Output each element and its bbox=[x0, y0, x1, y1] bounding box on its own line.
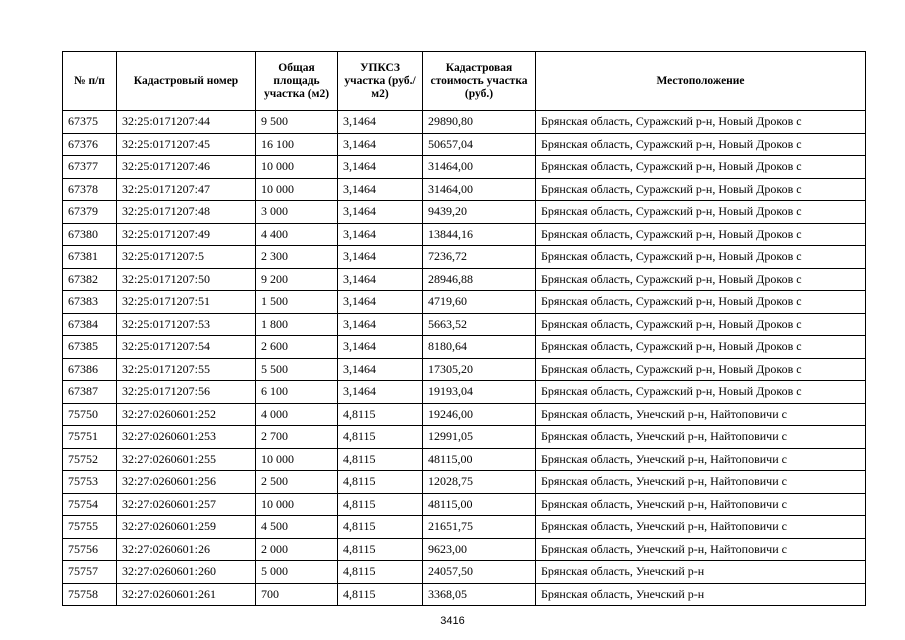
cell-cadastral-number: 32:25:0171207:49 bbox=[117, 223, 256, 246]
cell-upksz: 4,8115 bbox=[338, 516, 423, 539]
cell-cadastral-value: 28946,88 bbox=[423, 268, 536, 291]
cell-location: Брянская область, Унечский р-н, Найтоповичи с bbox=[536, 493, 866, 516]
cell-area: 2 000 bbox=[256, 538, 338, 561]
cell-number: 67387 bbox=[63, 381, 117, 404]
cell-area: 700 bbox=[256, 583, 338, 606]
cell-upksz: 4,8115 bbox=[338, 426, 423, 449]
cell-upksz: 4,8115 bbox=[338, 493, 423, 516]
table-row bbox=[63, 516, 866, 539]
cell-upksz: 3,1464 bbox=[338, 223, 423, 246]
header-area: Общая площадь участка (м2) bbox=[256, 52, 338, 111]
cell-number: 75753 bbox=[63, 471, 117, 494]
cell-cadastral-number: 32:27:0260601:252 bbox=[117, 403, 256, 426]
cell-location: Брянская область, Суражский р-н, Новый Дроков с bbox=[536, 133, 866, 156]
cell-cadastral-number: 32:25:0171207:48 bbox=[117, 201, 256, 224]
cell-area: 4 500 bbox=[256, 516, 338, 539]
cell-area: 10 000 bbox=[256, 156, 338, 179]
table-row bbox=[63, 403, 866, 426]
cell-area: 16 100 bbox=[256, 133, 338, 156]
header-upksz: УПКСЗ участка (руб./м2) bbox=[338, 52, 423, 111]
cell-location: Брянская область, Суражский р-н, Новый Дроков с bbox=[536, 111, 866, 134]
cell-cadastral-number: 32:25:0171207:5 bbox=[117, 246, 256, 269]
cell-cadastral-number: 32:27:0260601:259 bbox=[117, 516, 256, 539]
cell-number: 75752 bbox=[63, 448, 117, 471]
cell-area: 4 000 bbox=[256, 403, 338, 426]
cell-upksz: 3,1464 bbox=[338, 156, 423, 179]
cell-number: 67382 bbox=[63, 268, 117, 291]
cell-cadastral-value: 13844,16 bbox=[423, 223, 536, 246]
table-row bbox=[63, 561, 866, 584]
cell-cadastral-value: 19246,00 bbox=[423, 403, 536, 426]
cell-upksz: 4,8115 bbox=[338, 471, 423, 494]
table-row bbox=[63, 358, 866, 381]
cell-location: Брянская область, Унечский р-н, Найтоповичи с bbox=[536, 448, 866, 471]
cell-cadastral-value: 9623,00 bbox=[423, 538, 536, 561]
cell-upksz: 3,1464 bbox=[338, 291, 423, 314]
cell-cadastral-number: 32:27:0260601:255 bbox=[117, 448, 256, 471]
cell-upksz: 3,1464 bbox=[338, 358, 423, 381]
table-row bbox=[63, 291, 866, 314]
cell-number: 67377 bbox=[63, 156, 117, 179]
table-row bbox=[63, 223, 866, 246]
cell-area: 4 400 bbox=[256, 223, 338, 246]
cell-area: 2 700 bbox=[256, 426, 338, 449]
cell-number: 67383 bbox=[63, 291, 117, 314]
cell-cadastral-value: 29890,80 bbox=[423, 111, 536, 134]
table-row bbox=[63, 201, 866, 224]
cell-location: Брянская область, Суражский р-н, Новый Дроков с bbox=[536, 358, 866, 381]
cell-area: 10 000 bbox=[256, 448, 338, 471]
cell-cadastral-number: 32:27:0260601:256 bbox=[117, 471, 256, 494]
cell-location: Брянская область, Суражский р-н, Новый Дроков с bbox=[536, 336, 866, 359]
cell-area: 1 800 bbox=[256, 313, 338, 336]
cell-number: 75751 bbox=[63, 426, 117, 449]
cell-location: Брянская область, Унечский р-н, Найтоповичи с bbox=[536, 516, 866, 539]
cell-upksz: 3,1464 bbox=[338, 313, 423, 336]
cell-upksz: 4,8115 bbox=[338, 403, 423, 426]
cell-number: 67384 bbox=[63, 313, 117, 336]
cell-location: Брянская область, Унечский р-н, Найтоповичи с bbox=[536, 471, 866, 494]
table-row bbox=[63, 313, 866, 336]
table-row bbox=[63, 133, 866, 156]
cell-cadastral-value: 48115,00 bbox=[423, 493, 536, 516]
cell-cadastral-value: 12028,75 bbox=[423, 471, 536, 494]
cell-location: Брянская область, Суражский р-н, Новый Дроков с bbox=[536, 223, 866, 246]
table-row bbox=[63, 246, 866, 269]
cell-area: 10 000 bbox=[256, 493, 338, 516]
cell-cadastral-number: 32:27:0260601:260 bbox=[117, 561, 256, 584]
cell-number: 75750 bbox=[63, 403, 117, 426]
table-row bbox=[63, 426, 866, 449]
cell-cadastral-value: 24057,50 bbox=[423, 561, 536, 584]
cell-upksz: 4,8115 bbox=[338, 448, 423, 471]
header-cadastral-value: Кадастровая стоимость участка (руб.) bbox=[423, 52, 536, 111]
cell-cadastral-value: 9439,20 bbox=[423, 201, 536, 224]
cell-cadastral-value: 5663,52 bbox=[423, 313, 536, 336]
table-row bbox=[63, 178, 866, 201]
header-number: № п/п bbox=[63, 52, 117, 111]
cell-cadastral-value: 12991,05 bbox=[423, 426, 536, 449]
table-row bbox=[63, 448, 866, 471]
cell-upksz: 4,8115 bbox=[338, 538, 423, 561]
cell-number: 67376 bbox=[63, 133, 117, 156]
cell-upksz: 3,1464 bbox=[338, 133, 423, 156]
cell-location: Брянская область, Суражский р-н, Новый Дроков с bbox=[536, 291, 866, 314]
cell-number: 67380 bbox=[63, 223, 117, 246]
cell-number: 75757 bbox=[63, 561, 117, 584]
cell-cadastral-number: 32:25:0171207:51 bbox=[117, 291, 256, 314]
cell-cadastral-value: 17305,20 bbox=[423, 358, 536, 381]
cell-location: Брянская область, Суражский р-н, Новый Дроков с bbox=[536, 201, 866, 224]
cell-number: 75754 bbox=[63, 493, 117, 516]
cell-cadastral-value: 7236,72 bbox=[423, 246, 536, 269]
cell-location: Брянская область, Суражский р-н, Новый Дроков с bbox=[536, 178, 866, 201]
cell-cadastral-value: 8180,64 bbox=[423, 336, 536, 359]
cell-cadastral-number: 32:25:0171207:53 bbox=[117, 313, 256, 336]
cell-upksz: 3,1464 bbox=[338, 178, 423, 201]
cell-number: 67381 bbox=[63, 246, 117, 269]
cell-area: 10 000 bbox=[256, 178, 338, 201]
cell-number: 67378 bbox=[63, 178, 117, 201]
cell-number: 67385 bbox=[63, 336, 117, 359]
cell-location: Брянская область, Суражский р-н, Новый Дроков с bbox=[536, 268, 866, 291]
cell-upksz: 4,8115 bbox=[338, 583, 423, 606]
cell-cadastral-number: 32:25:0171207:46 bbox=[117, 156, 256, 179]
table-row bbox=[63, 471, 866, 494]
cell-cadastral-number: 32:27:0260601:26 bbox=[117, 538, 256, 561]
cell-upksz: 3,1464 bbox=[338, 111, 423, 134]
cell-cadastral-number: 32:25:0171207:44 bbox=[117, 111, 256, 134]
cell-cadastral-number: 32:27:0260601:261 bbox=[117, 583, 256, 606]
cell-number: 67379 bbox=[63, 201, 117, 224]
cell-upksz: 3,1464 bbox=[338, 336, 423, 359]
cell-number: 67375 bbox=[63, 111, 117, 134]
cell-upksz: 3,1464 bbox=[338, 381, 423, 404]
cell-cadastral-value: 3368,05 bbox=[423, 583, 536, 606]
cell-area: 5 500 bbox=[256, 358, 338, 381]
cell-number: 75758 bbox=[63, 583, 117, 606]
table-row bbox=[63, 493, 866, 516]
table-row bbox=[63, 381, 866, 404]
cell-cadastral-number: 32:27:0260601:253 bbox=[117, 426, 256, 449]
cell-number: 75756 bbox=[63, 538, 117, 561]
cell-cadastral-number: 32:25:0171207:55 bbox=[117, 358, 256, 381]
cell-cadastral-number: 32:25:0171207:54 bbox=[117, 336, 256, 359]
cell-location: Брянская область, Унечский р-н, Найтоповичи с bbox=[536, 403, 866, 426]
page-number: 3416 bbox=[440, 615, 465, 627]
table-row bbox=[63, 111, 866, 134]
cell-cadastral-number: 32:27:0260601:257 bbox=[117, 493, 256, 516]
cell-cadastral-value: 50657,04 bbox=[423, 133, 536, 156]
cell-upksz: 3,1464 bbox=[338, 246, 423, 269]
cell-area: 3 000 bbox=[256, 201, 338, 224]
cell-cadastral-value: 48115,00 bbox=[423, 448, 536, 471]
cell-area: 2 300 bbox=[256, 246, 338, 269]
cell-cadastral-value: 21651,75 bbox=[423, 516, 536, 539]
cell-location: Брянская область, Унечский р-н, Найтоповичи с bbox=[536, 426, 866, 449]
cell-cadastral-number: 32:25:0171207:50 bbox=[117, 268, 256, 291]
cell-location: Брянская область, Суражский р-н, Новый Дроков с bbox=[536, 156, 866, 179]
cell-upksz: 3,1464 bbox=[338, 201, 423, 224]
cell-area: 6 100 bbox=[256, 381, 338, 404]
cell-cadastral-value: 19193,04 bbox=[423, 381, 536, 404]
cell-area: 1 500 bbox=[256, 291, 338, 314]
cell-area: 9 200 bbox=[256, 268, 338, 291]
cell-cadastral-value: 31464,00 bbox=[423, 156, 536, 179]
cell-location: Брянская область, Суражский р-н, Новый Дроков с bbox=[536, 313, 866, 336]
cell-location: Брянская область, Унечский р-н, Найтоповичи с bbox=[536, 538, 866, 561]
cell-cadastral-number: 32:25:0171207:45 bbox=[117, 133, 256, 156]
cell-upksz: 4,8115 bbox=[338, 561, 423, 584]
cell-location: Брянская область, Унечский р-н bbox=[536, 561, 866, 584]
table-row bbox=[63, 336, 866, 359]
cell-cadastral-number: 32:25:0171207:56 bbox=[117, 381, 256, 404]
cell-area: 2 500 bbox=[256, 471, 338, 494]
cell-cadastral-value: 31464,00 bbox=[423, 178, 536, 201]
table-row bbox=[63, 583, 866, 606]
table-header bbox=[63, 52, 866, 111]
table-body bbox=[63, 111, 866, 606]
cell-location: Брянская область, Унечский р-н bbox=[536, 583, 866, 606]
table-row bbox=[63, 268, 866, 291]
cell-location: Брянская область, Суражский р-н, Новый Дроков с bbox=[536, 246, 866, 269]
table-row bbox=[63, 538, 866, 561]
cadastral-table bbox=[62, 51, 866, 606]
cell-cadastral-number: 32:25:0171207:47 bbox=[117, 178, 256, 201]
header-location: Местоположение bbox=[536, 52, 866, 111]
cell-cadastral-value: 4719,60 bbox=[423, 291, 536, 314]
cell-area: 5 000 bbox=[256, 561, 338, 584]
cell-area: 9 500 bbox=[256, 111, 338, 134]
header-row bbox=[63, 52, 866, 111]
cell-area: 2 600 bbox=[256, 336, 338, 359]
cell-number: 75755 bbox=[63, 516, 117, 539]
table-row bbox=[63, 156, 866, 179]
header-cadastral-number: Кадастровый номер bbox=[117, 52, 256, 111]
cell-location: Брянская область, Суражский р-н, Новый Дроков с bbox=[536, 381, 866, 404]
cell-number: 67386 bbox=[63, 358, 117, 381]
cell-upksz: 3,1464 bbox=[338, 268, 423, 291]
